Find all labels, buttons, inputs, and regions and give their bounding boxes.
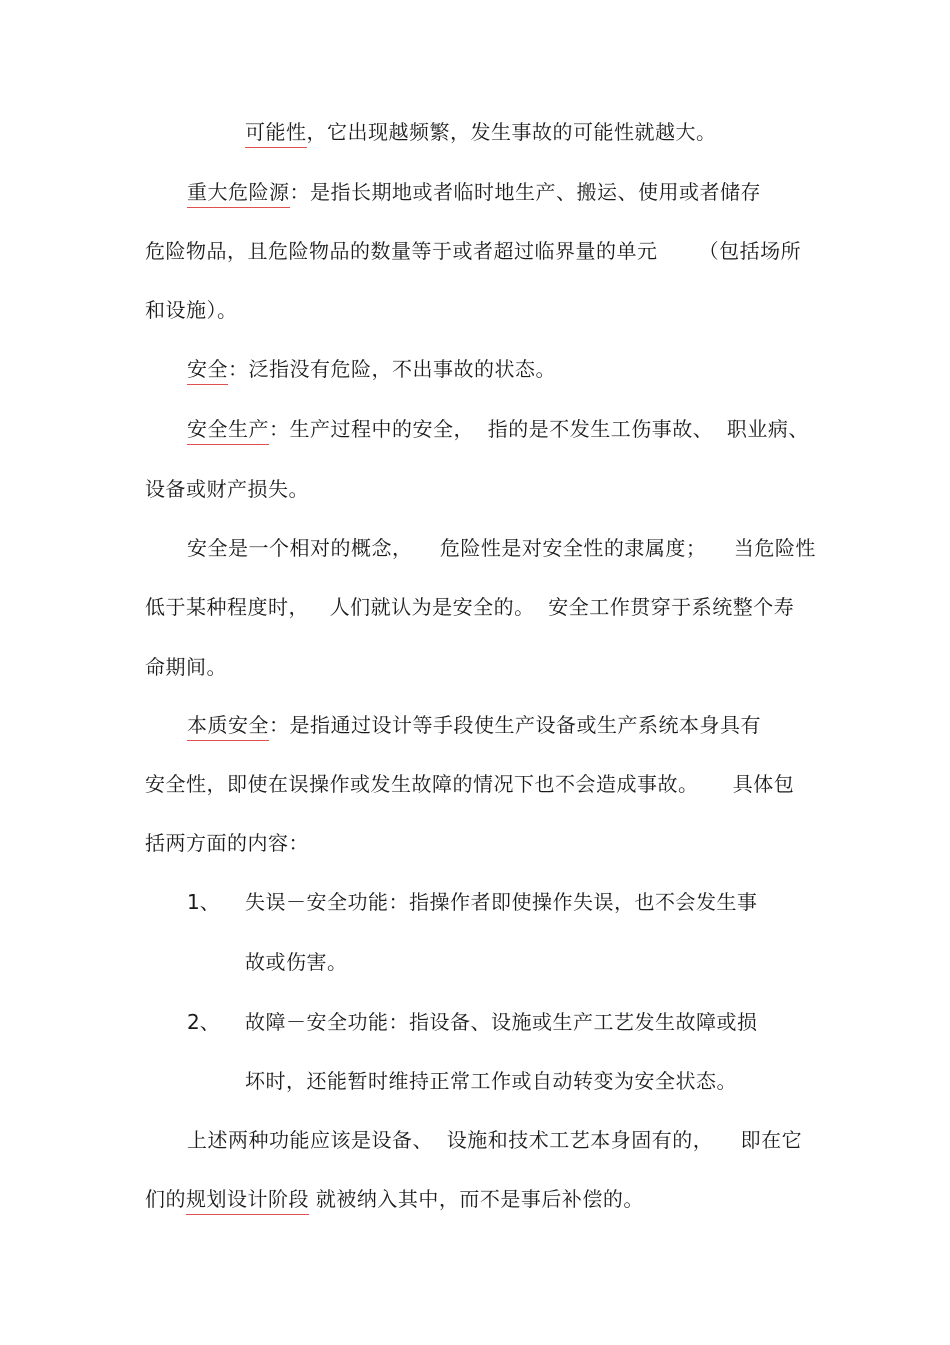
paragraph-line: 和设施）。 [145, 298, 238, 322]
paragraph-line [187, 356, 556, 382]
underlined-term: 本质安全 [187, 713, 269, 737]
text-span: ：泛指没有危险，不出事故的状态。 [228, 357, 556, 381]
paragraph-line: 安全性，即使在误操作或发生故障的情况下也不会造成事故。 具体包 [145, 772, 795, 796]
text-span: 就被纳入其中，而不是事后补偿的。 [309, 1187, 644, 1211]
text-span: ：是指长期地或者临时地生产、搬运、使用或者储存 [289, 180, 761, 204]
underlined-term: 规划设计阶段 [186, 1187, 309, 1211]
list-number: 1、 [187, 890, 220, 914]
paragraph-line [187, 416, 809, 442]
paragraph-line: 安全是一个相对的概念， 危险性是对安全性的隶属度； 当危险性 [187, 536, 816, 560]
paragraph-line: 低于某种程度时， 人们就认为是安全的。 安全工作贯穿于系统整个寿 [145, 595, 795, 619]
paragraph-line [187, 179, 761, 205]
paragraph-line [145, 1186, 644, 1212]
list-item-line: 失误－安全功能：指操作者即使操作失误，也不会发生事 [245, 890, 758, 914]
underlined-term: 可能性 [245, 120, 307, 144]
paragraph-line [187, 712, 761, 738]
paragraph-line: 危险物品，且危险物品的数量等于或者超过临界量的单元 （包括场所 [145, 239, 802, 263]
text-span: ：生产过程中的安全， 指的是不发生工伤事故、 职业病、 [269, 417, 809, 441]
paragraph-line [245, 119, 717, 145]
text-span: ，它出现越频繁，发生事故的可能性就越大。 [306, 120, 717, 144]
text-span: ：是指通过设计等手段使生产设备或生产系统本身具有 [269, 713, 761, 737]
paragraph-line: 设备或财产损失。 [145, 477, 309, 501]
paragraph-line: 上述两种功能应该是设备、 设施和技术工艺本身固有的， 即在它 [187, 1128, 803, 1152]
list-number: 2、 [187, 1010, 220, 1034]
paragraph-line: 命期间。 [145, 655, 227, 679]
list-item-line: 坏时，还能暂时维持正常工作或自动转变为安全状态。 [245, 1069, 737, 1093]
underlined-term: 安全 [187, 357, 228, 381]
paragraph-line: 括两方面的内容： [145, 831, 309, 855]
list-item-line: 故障－安全功能：指设备、设施或生产工艺发生故障或损 [245, 1010, 758, 1034]
text-span: 们的 [145, 1187, 186, 1211]
list-item-line: 故或伤害。 [245, 950, 348, 974]
underlined-term: 安全生产 [187, 417, 269, 441]
underlined-term: 重大危险源 [187, 180, 290, 204]
